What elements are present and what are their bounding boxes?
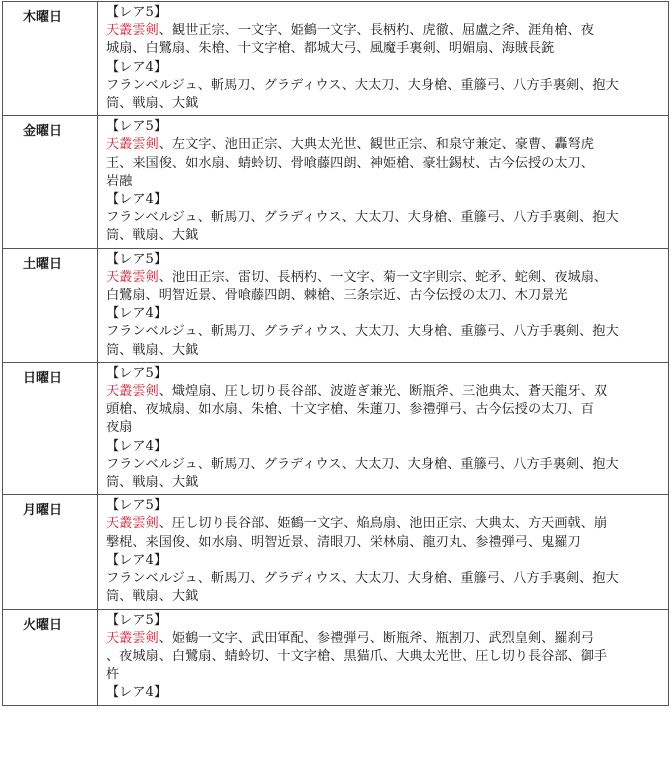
items-text: 城扇、白鷺扇、朱槍、十文字槍、都城大弓、風魔手裏剣、明媚扇、海賊長銃 (106, 41, 555, 57)
rare4-label: 【レア4】 (106, 685, 168, 701)
day-cell: 金曜日 (3, 116, 98, 248)
rare4-label: 【レア4】 (106, 59, 168, 75)
rare4-items-line: フランベルジュ、斬馬刀、グラディウス、大太刀、大身槍、重籐弓、八方手裏剣、抱大 (106, 210, 619, 226)
items-text: 杵 (106, 667, 120, 683)
rare4-items-line: 筒、戦扇、大鉞 (106, 96, 199, 112)
items-text: 、熾煌扇、圧し切り長谷部、波遊ぎ兼光、断瓶斧、三池典太、蒼天龍牙、双 (158, 384, 608, 400)
highlight-item: 天叢雲剣 (106, 23, 159, 39)
rare4-label: 【レア4】 (106, 438, 168, 454)
items-cell (98, 116, 669, 248)
rare4-items-line: フランベルジュ、斬馬刀、グラディウス、大太刀、大身槍、重籐弓、八方手裏剣、抱大 (106, 456, 619, 472)
rare5-items-line (106, 383, 664, 401)
items-text: 夜扇 (106, 420, 133, 436)
rare5-label: 【レア5】 (106, 365, 168, 381)
rare4-items-line: 筒、戦扇、大鉞 (106, 475, 199, 491)
items-text: 、夜城扇、白鷺扇、蜻蛉切、十文字槍、黒猫爪、大典太光世、圧し切り長谷部、御手 (106, 648, 608, 664)
items-text: 王、来国俊、如水扇、蜻蛉切、骨喰藤四朗、神姫槍、豪壮錫杖、古今伝授の太刀、 (106, 155, 594, 171)
items-text: 岩融 (106, 173, 133, 189)
highlight-item: 天叢雲剣 (106, 516, 159, 532)
items-cell (98, 495, 669, 609)
rare5-label: 【レア5】 (106, 119, 168, 135)
rare4-items-line: フランベルジュ、斬馬刀、グラディウス、大太刀、大身槍、重籐弓、八方手裏剣、抱大 (106, 77, 619, 93)
rare4-items-line: 筒、戦扇、大鉞 (106, 342, 199, 358)
rare4-items-line: フランベルジュ、斬馬刀、グラディウス、大太刀、大身槍、重籐弓、八方手裏剣、抱大 (106, 324, 619, 340)
items-text: 、左文字、池田正宗、大典太光世、観世正宗、和泉守兼定、豪曹、轟弩虎 (158, 137, 594, 153)
highlight-item: 天叢雲剣 (106, 630, 159, 646)
rare5-items-line (106, 401, 664, 419)
rare5-items-line (106, 136, 664, 154)
weekly-item-table (2, 1, 669, 706)
rare4-items-line: 筒、戦扇、大鉞 (106, 589, 199, 605)
items-cell (98, 362, 669, 494)
rare4-label: 【レア4】 (106, 306, 168, 322)
rare5-label: 【レア5】 (106, 612, 168, 628)
rare5-items-line (106, 419, 664, 437)
day-cell: 日曜日 (3, 362, 98, 494)
rare5-items-line (106, 666, 664, 684)
table-row (3, 116, 669, 248)
table-row (3, 248, 669, 362)
rare5-items-line (106, 173, 664, 191)
items-text: 、池田正宗、雷切、長柄杓、一文字、菊一文字則宗、蛇矛、蛇剣、夜城扇、 (158, 269, 608, 285)
rare5-items-line (106, 515, 664, 533)
items-text: 、圧し切り長谷部、姫鶴一文字、焔鳥扇、池田正宗、大典太、方天画戟、崩 (158, 516, 608, 532)
rare4-items-line: 筒、戦扇、大鉞 (106, 228, 199, 244)
rare5-label: 【レア5】 (106, 498, 168, 514)
table-body (3, 2, 669, 706)
items-cell (98, 2, 669, 116)
items-text: 、観世正宗、一文字、姫鶴一文字、長柄杓、虎徹、屈盧之斧、涯角槍、夜 (158, 23, 594, 39)
rare5-label: 【レア5】 (106, 251, 168, 267)
rare5-items-line (106, 630, 664, 648)
rare5-items-line (106, 287, 664, 305)
table-row (3, 495, 669, 609)
rare5-items-line (106, 269, 664, 287)
highlight-item: 天叢雲剣 (106, 269, 159, 285)
rare5-items-line (106, 155, 664, 173)
rare5-items-line (106, 534, 664, 552)
items-cell (98, 609, 669, 705)
items-cell (98, 248, 669, 362)
table-row (3, 362, 669, 494)
day-cell: 土曜日 (3, 248, 98, 362)
rare5-items-line (106, 22, 664, 40)
items-text: 白鷺扇、明智近景、骨喰藤四朗、棘槍、三条宗近、古今伝授の太刀、木刀景光 (106, 288, 568, 304)
rare5-label: 【レア5】 (106, 5, 168, 20)
rare5-items-line (106, 40, 664, 58)
day-cell: 火曜日 (3, 609, 98, 705)
table-row (3, 609, 669, 705)
items-text: 、姫鶴一文字、武田軍配、参禮弾弓、断瓶斧、瓶割刀、武烈皇剣、羅刹弓 (158, 630, 594, 646)
items-text: 頭槍、夜城扇、如水扇、朱槍、十文字槍、朱蓮刀、参禮弾弓、古今伝授の太刀、百 (106, 402, 594, 418)
day-cell: 木曜日 (3, 2, 98, 116)
day-cell: 月曜日 (3, 495, 98, 609)
rare4-label: 【レア4】 (106, 192, 168, 208)
highlight-item: 天叢雲剣 (106, 384, 159, 400)
rare4-label: 【レア4】 (106, 552, 168, 568)
rare4-items-line: フランベルジュ、斬馬刀、グラディウス、大太刀、大身槍、重籐弓、八方手裏剣、抱大 (106, 571, 619, 587)
table-row (3, 2, 669, 116)
items-text: 撃棍、来国俊、如水扇、明智近景、清眼刀、栄林扇、龍刃丸、参禮弾弓、鬼羅刀 (106, 534, 581, 550)
rare5-items-line (106, 648, 664, 666)
highlight-item: 天叢雲剣 (106, 137, 159, 153)
